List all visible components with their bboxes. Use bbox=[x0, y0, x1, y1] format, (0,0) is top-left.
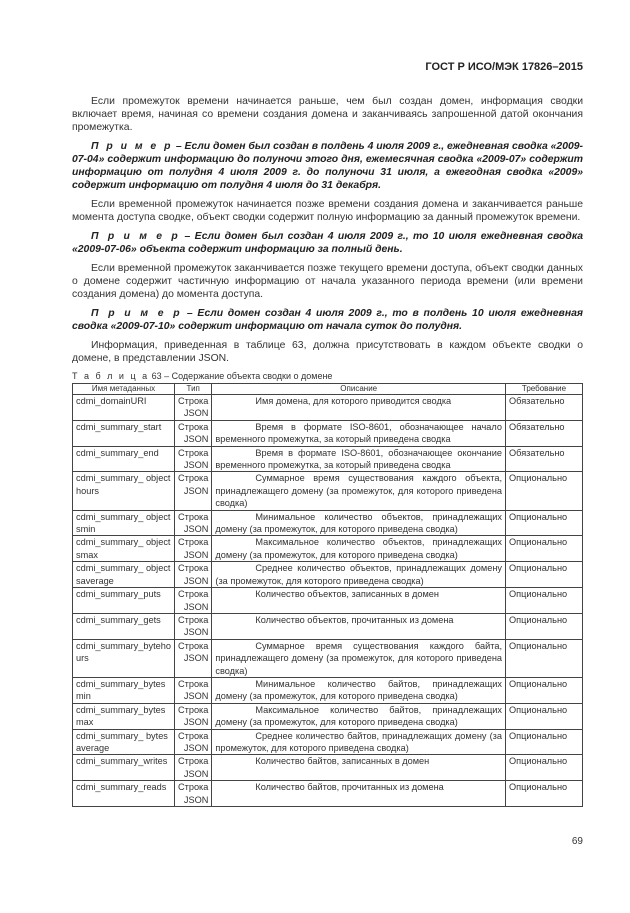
table-header-row bbox=[73, 384, 583, 395]
table-row bbox=[73, 562, 583, 588]
cell-description-text: Суммарное время существования каждого байта, принадлежащего домену (за промежуток, для которого приведена сводка) bbox=[215, 640, 502, 676]
cell-name-text: cdmi_summary_bytehours bbox=[76, 640, 171, 664]
cell-requirement bbox=[506, 395, 583, 421]
cell-type-text: Строка JSON bbox=[178, 756, 209, 779]
cell-description-text: Максимальное количество объектов, принадлежащих домену (за промежуток, для которого приведена сводка) bbox=[215, 537, 502, 560]
column-header-name: Имя метаданных bbox=[73, 384, 175, 395]
metadata-table bbox=[72, 383, 583, 807]
cell-type-text: Строка JSON bbox=[178, 589, 209, 612]
cell-type-text: Строка JSON bbox=[178, 782, 209, 805]
cell-requirement-text: Обязательно bbox=[509, 447, 565, 458]
example-note bbox=[72, 307, 583, 333]
cell-type-text: Строка JSON bbox=[178, 537, 209, 560]
cell-requirement-text: Опционально bbox=[509, 563, 568, 574]
cell-description-text: Минимальное количество байтов, принадлежащих домену (за промежуток, для которого приведена сводка) bbox=[215, 678, 502, 702]
cell-name bbox=[73, 639, 175, 677]
cell-type-text: Строка JSON bbox=[178, 704, 209, 728]
cell-requirement bbox=[506, 677, 583, 703]
cell-type-text: Строка JSON bbox=[178, 614, 209, 638]
cell-description bbox=[212, 536, 506, 562]
cell-name-text: cdmi_summary_ objectsmax bbox=[76, 537, 171, 560]
paragraph: Если временной промежуток заканчивается позже текущего времени доступа, объект сводки данных о домене содержит частичную информацию от начала указанного периода времени (или времени создания домена) до момента доступа. bbox=[72, 263, 583, 300]
cell-description-text: Количество байтов, записанных в домен bbox=[255, 756, 430, 767]
cell-requirement-text: Опционально bbox=[509, 730, 568, 741]
cell-name-text: cdmi_summary_ objectsmin bbox=[76, 511, 171, 535]
cell-description-text: Имя домена, для которого приводится сводка bbox=[255, 396, 452, 406]
cell-type-text: Строка JSON bbox=[178, 396, 209, 419]
cell-name bbox=[73, 420, 175, 446]
cell-description-text: Количество объектов, прочитанных из домена bbox=[255, 614, 454, 625]
cell-requirement-text: Опционально bbox=[509, 640, 568, 651]
cell-requirement bbox=[506, 536, 583, 562]
document-header: ГОСТ Р ИСО/МЭК 17826–2015 bbox=[425, 61, 583, 73]
cell-type bbox=[175, 536, 212, 562]
cell-description bbox=[212, 677, 506, 703]
cell-name bbox=[73, 562, 175, 588]
cell-name bbox=[73, 536, 175, 562]
cell-name-text: cdmi_summary_puts bbox=[76, 589, 161, 600]
cell-type bbox=[175, 677, 212, 703]
table-row bbox=[73, 703, 583, 729]
cell-description-text: Минимальное количество объектов, принадлежащих домену (за промежуток, для которого приведена сводка) bbox=[215, 511, 502, 535]
cell-name-text: cdmi_summary_bytesmin bbox=[76, 678, 166, 702]
cell-name bbox=[73, 677, 175, 703]
cell-description-text: Время в формате ISO-8601, обозначающее окончание временного промежутка, за который приведена сводка bbox=[215, 447, 502, 471]
cell-name-text: cdmi_summary_gets bbox=[76, 614, 161, 625]
cell-type bbox=[175, 613, 212, 639]
cell-requirement bbox=[506, 703, 583, 729]
cell-requirement-text: Опционально bbox=[509, 589, 568, 600]
cell-name-text: cdmi_domainURI bbox=[76, 396, 147, 406]
cell-name-text: cdmi_summary_ objecthours bbox=[76, 473, 171, 496]
table-row bbox=[73, 588, 583, 614]
cell-description bbox=[212, 510, 506, 536]
table-caption bbox=[72, 371, 583, 381]
cell-requirement-text: Опционально bbox=[509, 473, 568, 484]
cell-description-text: Среднее количество объектов, принадлежащих домену (за промежуток, для которого приведена сводка) bbox=[215, 563, 502, 586]
cell-requirement-text: Опционально bbox=[509, 756, 568, 767]
table-row bbox=[73, 395, 583, 421]
cell-description bbox=[212, 613, 506, 639]
cell-type-text: Строка JSON bbox=[178, 421, 209, 445]
cell-type bbox=[175, 781, 212, 807]
column-header-description: Описание bbox=[212, 384, 506, 395]
cell-description bbox=[212, 755, 506, 781]
cell-requirement-text: Опционально bbox=[509, 678, 568, 689]
cell-description bbox=[212, 729, 506, 755]
table-row bbox=[73, 510, 583, 536]
cell-description bbox=[212, 420, 506, 446]
cell-type bbox=[175, 703, 212, 729]
cell-type bbox=[175, 755, 212, 781]
cell-type-text: Строка JSON bbox=[178, 473, 209, 496]
table-row bbox=[73, 729, 583, 755]
cell-name bbox=[73, 588, 175, 614]
paragraph: Информация, приведенная в таблице 63, должна присутствовать в каждом объекте сводки о домене, в представлении JSON. bbox=[72, 340, 583, 364]
table-row bbox=[73, 781, 583, 807]
cell-requirement bbox=[506, 446, 583, 472]
cell-description-text: Максимальное количество байтов, принадлежащих домену (за промежуток, для которого приведена сводка) bbox=[215, 704, 502, 728]
example-label: П р и м е р bbox=[91, 231, 181, 242]
cell-requirement-text: Опционально bbox=[509, 511, 568, 522]
cell-type bbox=[175, 588, 212, 614]
page-body bbox=[72, 95, 583, 807]
table-row bbox=[73, 536, 583, 562]
cell-name-text: cdmi_summary_ bytesaverage bbox=[76, 730, 168, 753]
cell-name-text: cdmi_summary_reads bbox=[76, 782, 167, 793]
cell-requirement bbox=[506, 613, 583, 639]
cell-name-text: cdmi_summary_bytesmax bbox=[76, 704, 166, 728]
cell-description bbox=[212, 781, 506, 807]
cell-requirement-text: Обязательно bbox=[509, 396, 565, 406]
cell-description bbox=[212, 588, 506, 614]
cell-description-text: Количество объектов, записанных в домен bbox=[255, 589, 439, 600]
cell-name bbox=[73, 703, 175, 729]
example-note bbox=[72, 230, 583, 256]
cell-requirement-text: Обязательно bbox=[509, 421, 565, 432]
cell-name-text: cdmi_summary_end bbox=[76, 447, 159, 458]
cell-requirement bbox=[506, 588, 583, 614]
table-caption-label: Т а б л и ц а bbox=[72, 371, 150, 381]
table-row bbox=[73, 446, 583, 472]
cell-description bbox=[212, 703, 506, 729]
cell-name bbox=[73, 472, 175, 510]
cell-requirement bbox=[506, 510, 583, 536]
cell-name bbox=[73, 755, 175, 781]
cell-type bbox=[175, 562, 212, 588]
table-row bbox=[73, 472, 583, 510]
example-label: П р и м е р bbox=[91, 308, 183, 319]
cell-requirement bbox=[506, 755, 583, 781]
cell-description-text: Среднее количество байтов, принадлежащих домену (за промежуток, для которого приведена сводка) bbox=[215, 730, 502, 753]
cell-requirement-text: Опционально bbox=[509, 782, 568, 793]
cell-description bbox=[212, 395, 506, 421]
column-header-type: Тип bbox=[175, 384, 212, 395]
example-note bbox=[72, 140, 583, 192]
cell-type-text: Строка JSON bbox=[178, 640, 209, 664]
cell-name bbox=[73, 729, 175, 755]
cell-requirement-text: Опционально bbox=[509, 704, 568, 715]
cell-name bbox=[73, 395, 175, 421]
cell-type bbox=[175, 639, 212, 677]
example-label: П р и м е р bbox=[91, 141, 173, 152]
cell-description-text: Количество байтов, прочитанных из домена bbox=[255, 782, 444, 793]
cell-name bbox=[73, 446, 175, 472]
table-row bbox=[73, 420, 583, 446]
cell-name-text: cdmi_summary_writes bbox=[76, 756, 168, 767]
cell-name-text: cdmi_summary_start bbox=[76, 421, 162, 432]
cell-type bbox=[175, 472, 212, 510]
cell-name bbox=[73, 613, 175, 639]
paragraph: Если промежуток времени начинается раньше, чем был создан домен, информация сводки включает время, начиная со времени создания домена и заканчиваясь запрошенной датой окончания промежутка. bbox=[72, 96, 583, 133]
cell-description-text: Суммарное время существования каждого объекта, принадлежащего домену (за промежуток, для которого приведена сводка) bbox=[215, 473, 502, 509]
column-header-requirement: Требование bbox=[506, 384, 583, 395]
table-row bbox=[73, 755, 583, 781]
cell-requirement-text: Опционально bbox=[509, 537, 568, 548]
cell-name bbox=[73, 781, 175, 807]
table-row bbox=[73, 677, 583, 703]
cell-type-text: Строка JSON bbox=[178, 563, 209, 586]
paragraph: Если временной промежуток начинается позже времени создания домена и заканчивается раньше момента доступа сводке, объект сводки содержит полную информацию за данный промежуток времени. bbox=[72, 199, 583, 223]
example-text: – Если домен был создан в полдень 4 июля 2009 г., ежедневная сводка «2009-07-04» содержит информацию до полуночи этого дня, ежемесячная сводка «2009-07» содержит информацию от полудня 4 июля 2009 г. до полуночи 31 июля, а ежегодная сводка «2009» содержит информацию от полудня 4 июля до 31 декабря. bbox=[72, 141, 584, 191]
cell-description bbox=[212, 562, 506, 588]
cell-requirement bbox=[506, 729, 583, 755]
cell-description-text: Время в формате ISO-8601, обозначающее начало временного промежутка, за который приведена сводка bbox=[215, 421, 502, 445]
cell-type-text: Строка JSON bbox=[178, 447, 209, 471]
cell-type bbox=[175, 729, 212, 755]
example-text: – Если домен был создан 4 июля 2009 г., то 10 июля ежедневная сводка «2009-07-06» объекта содержит информацию за полный день. bbox=[72, 231, 583, 255]
cell-type-text: Строка JSON bbox=[178, 678, 209, 702]
cell-requirement-text: Опционально bbox=[509, 614, 568, 625]
cell-type-text: Строка JSON bbox=[178, 511, 209, 535]
cell-description bbox=[212, 472, 506, 510]
cell-requirement bbox=[506, 562, 583, 588]
page-number: 69 bbox=[571, 836, 583, 847]
table-row bbox=[73, 639, 583, 677]
cell-type bbox=[175, 420, 212, 446]
cell-requirement bbox=[506, 781, 583, 807]
cell-name bbox=[73, 510, 175, 536]
example-text: – Если домен создан 4 июля 2009 г., то в полдень 10 июля ежедневная сводка «2009-07-10» содержит информацию от начала суток до полудня. bbox=[72, 308, 583, 332]
cell-type bbox=[175, 395, 212, 421]
cell-description bbox=[212, 446, 506, 472]
cell-requirement bbox=[506, 472, 583, 510]
cell-type-text: Строка JSON bbox=[178, 730, 209, 753]
cell-description bbox=[212, 639, 506, 677]
table-caption-text: 63 – Содержание объекта сводки о домене bbox=[149, 371, 333, 381]
cell-type bbox=[175, 510, 212, 536]
cell-type bbox=[175, 446, 212, 472]
cell-name-text: cdmi_summary_ objectsaverage bbox=[76, 563, 171, 586]
cell-requirement bbox=[506, 420, 583, 446]
table-row bbox=[73, 613, 583, 639]
cell-requirement bbox=[506, 639, 583, 677]
